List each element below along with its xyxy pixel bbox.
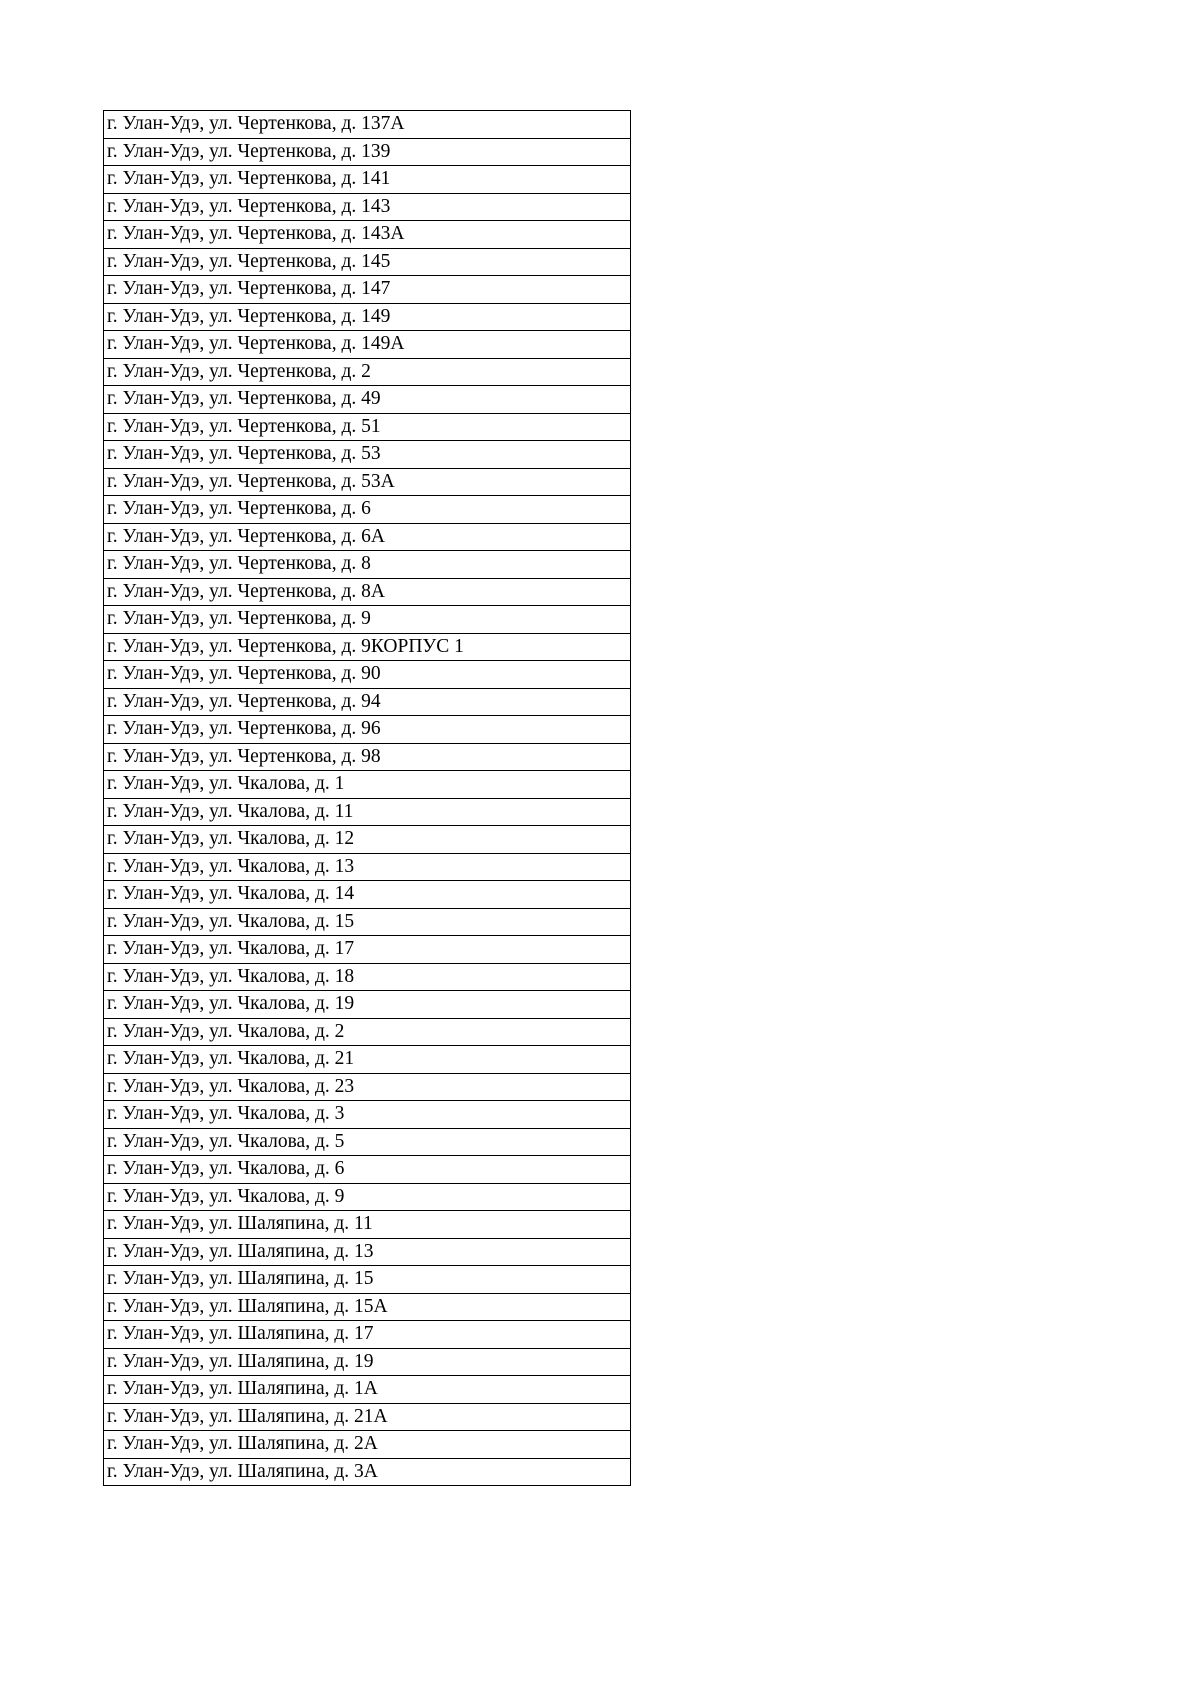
address-cell: г. Улан-Удэ, ул. Чертенкова, д. 143 [104,193,631,221]
table-row [104,1321,631,1349]
table-row [104,1348,631,1376]
table-row [104,853,631,881]
table-row [104,331,631,359]
address-cell: г. Улан-Удэ, ул. Чертенкова, д. 6А [104,523,631,551]
address-cell: г. Улан-Удэ, ул. Чкалова, д. 17 [104,936,631,964]
address-cell: г. Улан-Удэ, ул. Шаляпина, д. 15А [104,1293,631,1321]
table-row [104,716,631,744]
address-cell: г. Улан-Удэ, ул. Чертенкова, д. 90 [104,661,631,689]
table-row [104,413,631,441]
address-cell: г. Улан-Удэ, ул. Чкалова, д. 13 [104,853,631,881]
address-cell: г. Улан-Удэ, ул. Шаляпина, д. 1А [104,1376,631,1404]
address-cell: г. Улан-Удэ, ул. Чертенкова, д. 51 [104,413,631,441]
table-row [104,1156,631,1184]
address-cell: г. Улан-Удэ, ул. Чкалова, д. 3 [104,1101,631,1129]
address-table [103,110,631,1486]
table-row [104,688,631,716]
address-cell: г. Улан-Удэ, ул. Чертенкова, д. 96 [104,716,631,744]
table-row [104,303,631,331]
address-cell: г. Улан-Удэ, ул. Чертенкова, д. 94 [104,688,631,716]
table-row [104,743,631,771]
table-row [104,441,631,469]
address-cell: г. Улан-Удэ, ул. Чертенкова, д. 8 [104,551,631,579]
address-cell: г. Улан-Удэ, ул. Чертенкова, д. 147 [104,276,631,304]
address-cell: г. Улан-Удэ, ул. Чертенкова, д. 49 [104,386,631,414]
address-cell: г. Улан-Удэ, ул. Чертенкова, д. 8А [104,578,631,606]
table-row [104,1046,631,1074]
address-cell: г. Улан-Удэ, ул. Чкалова, д. 19 [104,991,631,1019]
table-row [104,936,631,964]
table-row [104,1101,631,1129]
table-row [104,991,631,1019]
address-cell: г. Улан-Удэ, ул. Чкалова, д. 18 [104,963,631,991]
table-row [104,166,631,194]
address-cell: г. Улан-Удэ, ул. Шаляпина, д. 19 [104,1348,631,1376]
table-row [104,578,631,606]
table-row [104,1266,631,1294]
table-row [104,276,631,304]
table-row [104,358,631,386]
address-cell: г. Улан-Удэ, ул. Чкалова, д. 6 [104,1156,631,1184]
table-row [104,496,631,524]
address-cell: г. Улан-Удэ, ул. Чертенкова, д. 9КОРПУС 1 [104,633,631,661]
address-cell: г. Улан-Удэ, ул. Чертенкова, д. 141 [104,166,631,194]
address-cell: г. Улан-Удэ, ул. Чкалова, д. 5 [104,1128,631,1156]
table-row [104,468,631,496]
address-cell: г. Улан-Удэ, ул. Чкалова, д. 11 [104,798,631,826]
address-cell: г. Улан-Удэ, ул. Чкалова, д. 9 [104,1183,631,1211]
address-cell: г. Улан-Удэ, ул. Чертенкова, д. 145 [104,248,631,276]
address-cell: г. Улан-Удэ, ул. Чкалова, д. 2 [104,1018,631,1046]
address-cell: г. Улан-Удэ, ул. Шаляпина, д. 21А [104,1403,631,1431]
address-cell: г. Улан-Удэ, ул. Чкалова, д. 23 [104,1073,631,1101]
table-row [104,1293,631,1321]
table-row [104,1403,631,1431]
address-cell: г. Улан-Удэ, ул. Чкалова, д. 12 [104,826,631,854]
table-row [104,386,631,414]
table-row [104,963,631,991]
table-row [104,1018,631,1046]
address-cell: г. Улан-Удэ, ул. Чкалова, д. 14 [104,881,631,909]
table-row [104,248,631,276]
table-row [104,1458,631,1486]
table-row [104,606,631,634]
address-cell: г. Улан-Удэ, ул. Чертенкова, д. 9 [104,606,631,634]
table-row [104,1128,631,1156]
table-row [104,138,631,166]
address-cell: г. Улан-Удэ, ул. Чертенкова, д. 53А [104,468,631,496]
address-cell: г. Улан-Удэ, ул. Чертенкова, д. 143А [104,221,631,249]
table-row [104,1376,631,1404]
address-cell: г. Улан-Удэ, ул. Чкалова, д. 1 [104,771,631,799]
table-row [104,221,631,249]
address-cell: г. Улан-Удэ, ул. Шаляпина, д. 11 [104,1211,631,1239]
table-row [104,1431,631,1459]
table-row [104,1238,631,1266]
address-cell: г. Улан-Удэ, ул. Чкалова, д. 21 [104,1046,631,1074]
table-row [104,908,631,936]
table-row [104,798,631,826]
address-cell: г. Улан-Удэ, ул. Чертенкова, д. 149 [104,303,631,331]
address-cell: г. Улан-Удэ, ул. Чкалова, д. 15 [104,908,631,936]
address-cell: г. Улан-Удэ, ул. Чертенкова, д. 53 [104,441,631,469]
table-row [104,771,631,799]
address-cell: г. Улан-Удэ, ул. Чертенкова, д. 2 [104,358,631,386]
table-row [104,111,631,139]
address-cell: г. Улан-Удэ, ул. Шаляпина, д. 17 [104,1321,631,1349]
table-row [104,193,631,221]
address-cell: г. Улан-Удэ, ул. Шаляпина, д. 3А [104,1458,631,1486]
address-cell: г. Улан-Удэ, ул. Шаляпина, д. 13 [104,1238,631,1266]
table-row [104,551,631,579]
table-row [104,881,631,909]
table-row [104,633,631,661]
address-cell: г. Улан-Удэ, ул. Шаляпина, д. 2А [104,1431,631,1459]
address-cell: г. Улан-Удэ, ул. Чертенкова, д. 98 [104,743,631,771]
table-row [104,1183,631,1211]
table-row [104,826,631,854]
address-cell: г. Улан-Удэ, ул. Чертенкова, д. 137А [104,111,631,139]
table-row [104,1073,631,1101]
address-cell: г. Улан-Удэ, ул. Шаляпина, д. 15 [104,1266,631,1294]
address-table-body [104,111,631,1486]
address-cell: г. Улан-Удэ, ул. Чертенкова, д. 6 [104,496,631,524]
address-cell: г. Улан-Удэ, ул. Чертенкова, д. 139 [104,138,631,166]
table-row [104,523,631,551]
table-row [104,661,631,689]
table-row [104,1211,631,1239]
address-cell: г. Улан-Удэ, ул. Чертенкова, д. 149А [104,331,631,359]
